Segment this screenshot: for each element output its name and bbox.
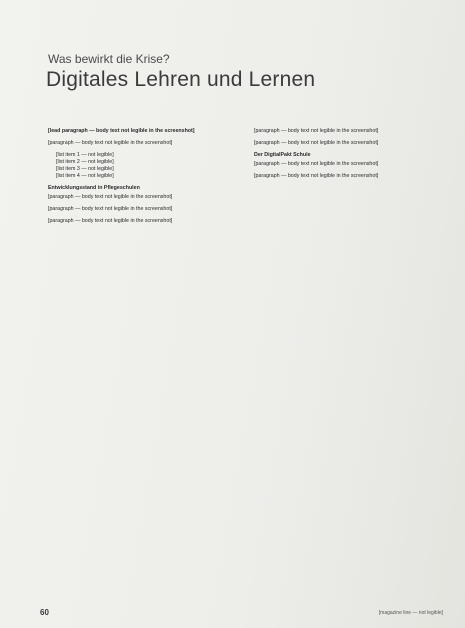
page-footer	[0, 608, 465, 620]
body-paragraph: [paragraph — body text not legible in the screenshot]	[254, 140, 379, 146]
list-item: • [list item 4 — not legible]	[56, 173, 248, 180]
list-item: • [list item 2 — not legible]	[56, 159, 248, 166]
body-paragraph: [paragraph — body text not legible in the screenshot]	[254, 173, 379, 179]
intro-paragraph: [paragraph — body text not legible in the screenshot]	[48, 140, 173, 146]
section-heading-pflegeschulen: Entwicklungsstand in Pflegeschulen	[48, 185, 140, 191]
body-paragraph: [paragraph — body text not legible in the screenshot]	[48, 194, 173, 200]
magazine-issue: [magazine line — not legible]	[378, 610, 443, 616]
body-paragraph: [paragraph — body text not legible in the screenshot]	[48, 218, 173, 224]
left-column	[48, 128, 248, 598]
list-item: • [list item 1 — not legible]	[56, 152, 248, 159]
section-heading-digitalpakt: Der DigitalPakt Schule	[254, 152, 311, 158]
body-paragraph: [paragraph — body text not legible in the screenshot]	[48, 206, 173, 212]
right-column	[254, 128, 457, 598]
article-title: Digitales Lehren und Lernen	[46, 68, 316, 91]
lead-paragraph: [lead paragraph — body text not legible in the screenshot]	[48, 128, 195, 134]
list-item: • [list item 3 — not legible]	[56, 166, 248, 173]
body-paragraph: [paragraph — body text not legible in the screenshot]	[254, 161, 379, 167]
bullet-list	[48, 152, 248, 180]
page-number: 60	[40, 608, 49, 617]
article-kicker: Was bewirkt die Krise?	[48, 52, 170, 66]
body-paragraph: [paragraph — body text not legible in the screenshot]	[254, 128, 379, 134]
